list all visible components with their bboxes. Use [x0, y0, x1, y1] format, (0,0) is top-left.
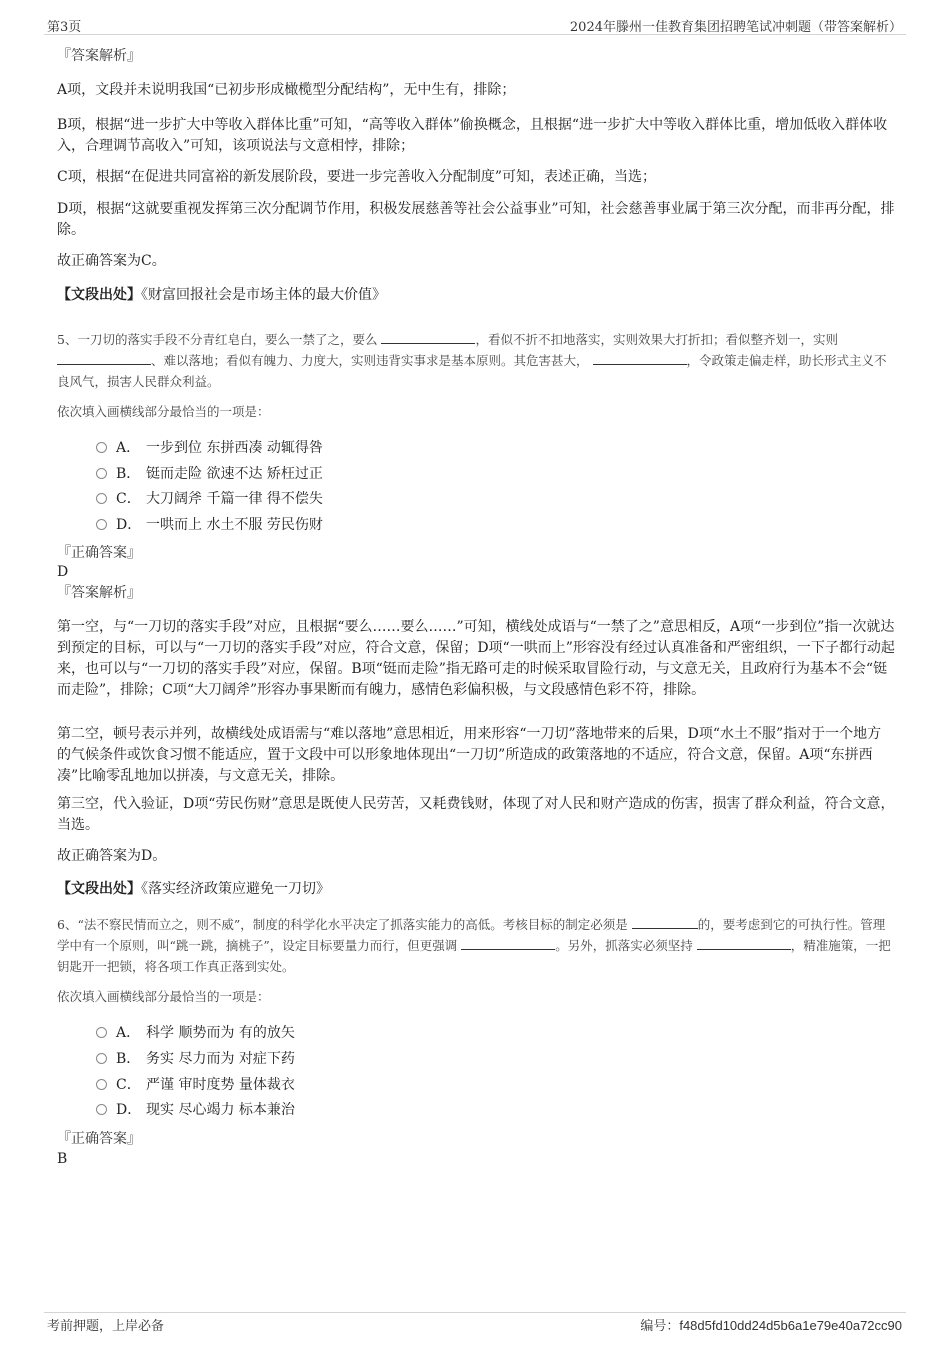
- footer-code-label: 编号：: [640, 1319, 680, 1334]
- radio-icon[interactable]: [96, 468, 107, 479]
- option-key: A．: [116, 440, 141, 456]
- option-text: 科学 顺势而为 有的放矢: [146, 1025, 295, 1041]
- q6-blank-3: [697, 937, 791, 950]
- q6-option-d[interactable]: [96, 1099, 295, 1121]
- q6-stem: [57, 914, 895, 977]
- document-title: 2024年滕州一佳教育集团招聘笔试冲刺题（带答案解析）: [569, 20, 902, 35]
- q4-analysis-b: B项，根据“进一步扩大中等收入群体比重”可知，“高等收入群体”偷换概念，且根据“进一步扩大中等收入群体比重，增加低收入群体收入，合理调节高收入”可知，该项说法与文意相悖，排除；: [57, 117, 888, 154]
- option-text: 一步到位 东拼西凑 动辄得咎: [146, 440, 323, 456]
- q5-blank-1: [381, 331, 475, 344]
- q5-source-label: 【文段出处】: [57, 881, 141, 897]
- q5-option-b[interactable]: [96, 463, 323, 485]
- q4-conclusion: 故正确答案为C。: [57, 253, 166, 269]
- q5-stem-text-1: 5、一刀切的落实手段不分青红皂白，要么一禁了之，要么: [57, 332, 378, 347]
- q6-stem-text-1: 6、“法不察民情而立之，则不威”，制度的科学化水平决定了抓落实能力的高低。考核目标的制定必须是: [57, 917, 628, 932]
- q5-option-c[interactable]: [96, 488, 323, 510]
- option-key: A．: [116, 1025, 141, 1041]
- q5-source: [57, 879, 895, 900]
- option-text: 一哄而上 水土不服 劳民伤财: [146, 517, 323, 533]
- option-key: D．: [116, 1102, 142, 1118]
- q4-analysis-heading: 『答案解析』: [57, 48, 141, 64]
- q5-source-title: 《落实经济政策应避免一刀切》: [141, 881, 330, 897]
- option-key: C．: [116, 1077, 141, 1093]
- radio-icon[interactable]: [96, 519, 107, 530]
- q5-answer-heading: 『正确答案』: [57, 545, 141, 561]
- q6-option-c[interactable]: [96, 1074, 295, 1096]
- radio-icon[interactable]: [96, 1027, 107, 1038]
- option-text: 严谨 审时度势 量体裁衣: [146, 1077, 295, 1093]
- radio-icon[interactable]: [96, 442, 107, 453]
- footer-code: [640, 1315, 902, 1334]
- q5-analysis-1: 第一空，与“一刀切的落实手段”对应，且根据“要么……要么……”可知，横线处成语与“一禁了之”意思相反，A项“一步到位”指一次就达到预定的目标，可以与“一刀切的落实手段”对应，符合文意，保留；D项“一哄而上”形容没有经过认真准备和严密组织，一下子都行动起来，也可以与“一刀切的落实手段”对应，保留。B项“铤而走险”指无路可走的时候采取冒险行动，与文意无关，且政府行为基本不会“铤而走险”，排除；C项“大刀阔斧”形容办事果断而有魄力，感情色彩偏积极，与文段感情色彩不符，排除。: [57, 619, 895, 698]
- q6-answer-heading: 『正确答案』: [57, 1131, 141, 1147]
- footer-code-value: f48d5fd10dd24d5b6a1e79e40a72cc90: [679, 1318, 902, 1333]
- q5-stem-text-3: 、难以落地；看似有魄力、力度大，实则违背实事求是基本原则。其危害甚大，: [151, 353, 589, 368]
- option-key: B．: [116, 1051, 141, 1067]
- option-key: D．: [116, 517, 142, 533]
- q5-instruction: 依次填入画横线部分最恰当的一项是：: [57, 404, 270, 419]
- q5-analysis-2: 第二空，顿号表示并列，故横线处成语需与“难以落地”意思相近，用来形容“一刀切”落地带来的后果，D项“水土不服”指对于一个地方的气候条件或饮食习惯不能适应，置于文段中可以形象地体现出“一刀切”所造成的政策落地的不适应，符合文意，保留。A项“东拼西凑”比喻零乱地加以拼凑，与文意无关，排除。: [57, 726, 882, 784]
- q6-answer: B: [57, 1151, 68, 1167]
- radio-icon[interactable]: [96, 1079, 107, 1090]
- q5-analysis-heading: 『答案解析』: [57, 585, 141, 601]
- q6-option-a[interactable]: [96, 1022, 295, 1044]
- page-footer: [44, 1312, 906, 1337]
- option-key: B．: [116, 466, 141, 482]
- q5-blank-2: [57, 352, 151, 365]
- q6-instruction: 依次填入画横线部分最恰当的一项是：: [57, 989, 270, 1004]
- page-number: 第3页: [47, 20, 82, 35]
- q5-option-a[interactable]: [96, 437, 323, 459]
- radio-icon[interactable]: [96, 493, 107, 504]
- q5-conclusion: 故正确答案为D。: [57, 848, 167, 864]
- option-text: 务实 尽力而为 对症下药: [146, 1051, 295, 1067]
- q4-source-label: 【文段出处】: [57, 287, 141, 303]
- q6-blank-2: [461, 937, 555, 950]
- footer-slogan: 考前押题，上岸必备: [47, 1319, 165, 1334]
- q5-blank-3: [593, 352, 687, 365]
- q5-option-d[interactable]: [96, 514, 323, 536]
- q6-stem-text-2: 的，要考虑到它的可执行性。管理学中有一个原则，叫“跳一跳，摘桃子”，设定目标要量力而行，但更强调: [57, 917, 886, 953]
- q5-answer: D: [57, 564, 69, 580]
- q6-stem-text-3: 。另外，抓落实必须坚持: [555, 938, 693, 953]
- q4-analysis-a: A项，文段并未说明我国“已初步形成橄榄型分配结构”，无中生有，排除；: [57, 82, 516, 98]
- q6-stem-text-4: ，精准施策，一把钥匙开一把锁，将各项工作真正落到实处。: [57, 938, 891, 974]
- q4-source: [57, 285, 895, 306]
- q4-analysis-c: C项，根据“在促进共同富裕的新发展阶段，要进一步完善收入分配制度”可知，表述正确，当选；: [57, 169, 657, 185]
- q4-source-title: 《财富回报社会是市场主体的最大价值》: [141, 287, 386, 303]
- option-text: 大刀阔斧 千篇一律 得不偿失: [146, 491, 323, 507]
- q5-stem-text-2: ，看似不折不扣地落实，实则效果大打折扣；看似整齐划一，实则: [475, 332, 838, 347]
- page-header: [44, 14, 906, 35]
- q5-analysis-3: 第三空，代入验证，D项“劳民伤财”意思是既使人民劳苦，又耗费钱财，体现了对人民和财产造成的伤害，损害了群众利益，符合文意，当选。: [57, 796, 895, 833]
- radio-icon[interactable]: [96, 1053, 107, 1064]
- q6-option-b[interactable]: [96, 1048, 295, 1070]
- radio-icon[interactable]: [96, 1104, 107, 1115]
- q5-stem-text-4: ，令政策走偏走样，助长形式主义不良风气，损害人民群众利益。: [57, 353, 887, 389]
- q5-stem: [57, 329, 895, 392]
- q4-analysis-d: D项，根据“这就要重视发挥第三次分配调节作用，积极发展慈善等社会公益事业”可知，社会慈善事业属于第三次分配，而非再分配，排除。: [57, 201, 895, 238]
- q6-blank-1: [632, 916, 698, 929]
- option-key: C．: [116, 491, 141, 507]
- option-text: 现实 尽心竭力 标本兼治: [146, 1102, 295, 1118]
- option-text: 铤而走险 欲速不达 矫枉过正: [146, 466, 323, 482]
